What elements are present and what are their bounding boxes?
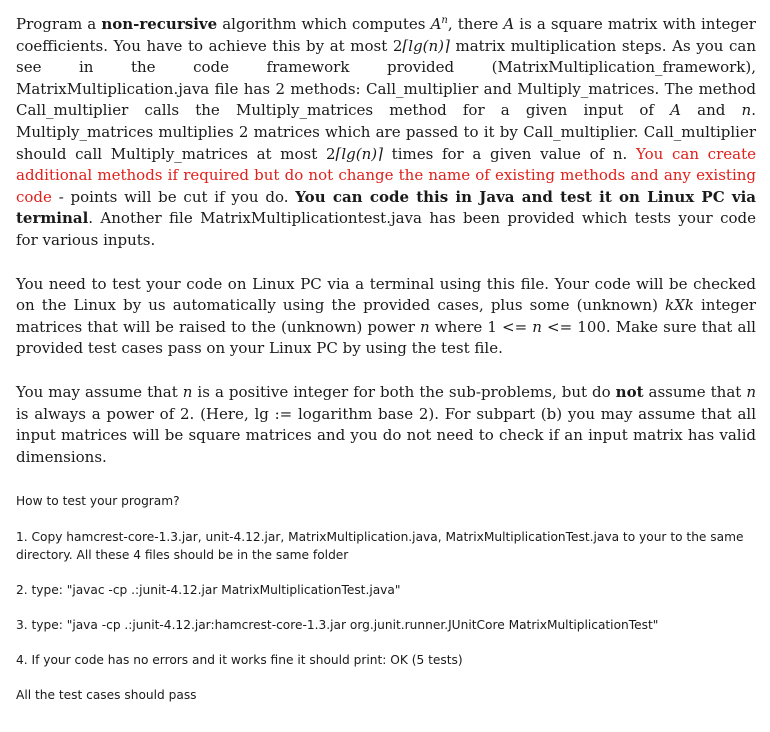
text: <= 100. Make sure that all provided test cases pass on your Linux PC by using the test file. — [16, 317, 756, 358]
math-exponent: n — [441, 15, 448, 26]
bold-text: not — [615, 382, 644, 401]
text: , there — [447, 15, 504, 33]
text: . Another file MatrixMultiplicationtest.java has been provided which tests your code for various inputs. — [16, 209, 756, 249]
text: matrix multiplication steps. As you can see in the code framework provided (MatrixMultiplication_framework), MatrixMultiplication.java file has 2 methods: Call_multiplier and Multiply_matrices. The method Call_multiplier calls the Multiply_matrices method for a given input of — [16, 36, 756, 120]
text: . Multiply_matrices multiplies 2 matrices which are passed to it by Call_multiplier. Call_multiplier should call Multiply_matrices at most 2 — [16, 101, 756, 163]
text: times for a given value of n. — [382, 144, 636, 163]
math-var: A — [430, 15, 442, 33]
text: is a positive integer for both the sub-problems, but do — [192, 382, 616, 401]
text: is always a power of 2. (Here, lg := logarithm base 2). For subpart (b) you may assume that all input matrices will be square matrices and you do not need to check if an input matrix has valid dimensions. — [16, 404, 756, 466]
text: and — [681, 101, 742, 120]
text: You need to test your code on Linux PC via a terminal using this file. Your code will be checked on the Linux by us automatically using the provided cases, plus some (unknown) — [16, 274, 756, 315]
ceil-expression: ⌈lg(n)⌉ — [335, 144, 383, 163]
text: You may assume that — [16, 382, 183, 401]
math-var: n — [741, 101, 752, 120]
intro-paragraph — [16, 10, 756, 252]
text: - points will be cut if you do. — [51, 187, 296, 206]
math-var: A — [670, 101, 681, 120]
text: where 1 <= — [429, 317, 533, 336]
howto-step-3: 3. type: "java -cp .:junit-4.12.jar:hamcrest-core-1.3.jar org.junit.runner.JUnitCore MatrixMultiplicationTest" — [16, 618, 659, 633]
text: integer matrices that will be raised to the (unknown) power — [16, 296, 757, 336]
text: assume that — [643, 382, 747, 401]
howto-footer: All the test cases should pass — [16, 688, 197, 703]
warning-text: You can create additional methods if required but do not change the name of existing methods and any existing code — [16, 144, 756, 206]
howto-step-2: 2. type: "javac -cp .:junit-4.12.jar MatrixMultiplicationTest.java" — [16, 583, 401, 598]
howto-step-1: 1. Copy hamcrest-core-1.3.jar, unit-4.12.jar, MatrixMultiplication.java, MatrixMultiplicationTest.java to your to the same directory. All these 4 files should be in the same folder — [16, 530, 744, 563]
text: algorithm which computes — [217, 15, 431, 33]
math-var: n — [182, 382, 193, 401]
bold-text: non-recursive — [101, 15, 218, 33]
math-var: n — [746, 382, 756, 401]
math-var: n — [420, 317, 430, 336]
bold-text: You can code this in Java and test it on Linux PC via terminal — [16, 187, 757, 228]
ceil-expression: ⌈lg(n)⌉ — [402, 36, 450, 55]
testing-paragraph — [16, 274, 756, 360]
text: is a square matrix with integer coefficients. You have to achieve this by at most 2 — [16, 15, 756, 55]
howto-heading: How to test your program? — [16, 494, 180, 509]
assignment-document — [16, 10, 756, 721]
math-var: n — [532, 317, 542, 336]
text: Program a — [16, 15, 102, 33]
howto-section — [16, 492, 756, 704]
math-var: A — [503, 15, 515, 33]
assumptions-paragraph — [16, 382, 756, 468]
math-var: kXk — [665, 296, 694, 315]
howto-step-4: 4. If your code has no errors and it works fine it should print: OK (5 tests) — [16, 653, 463, 668]
